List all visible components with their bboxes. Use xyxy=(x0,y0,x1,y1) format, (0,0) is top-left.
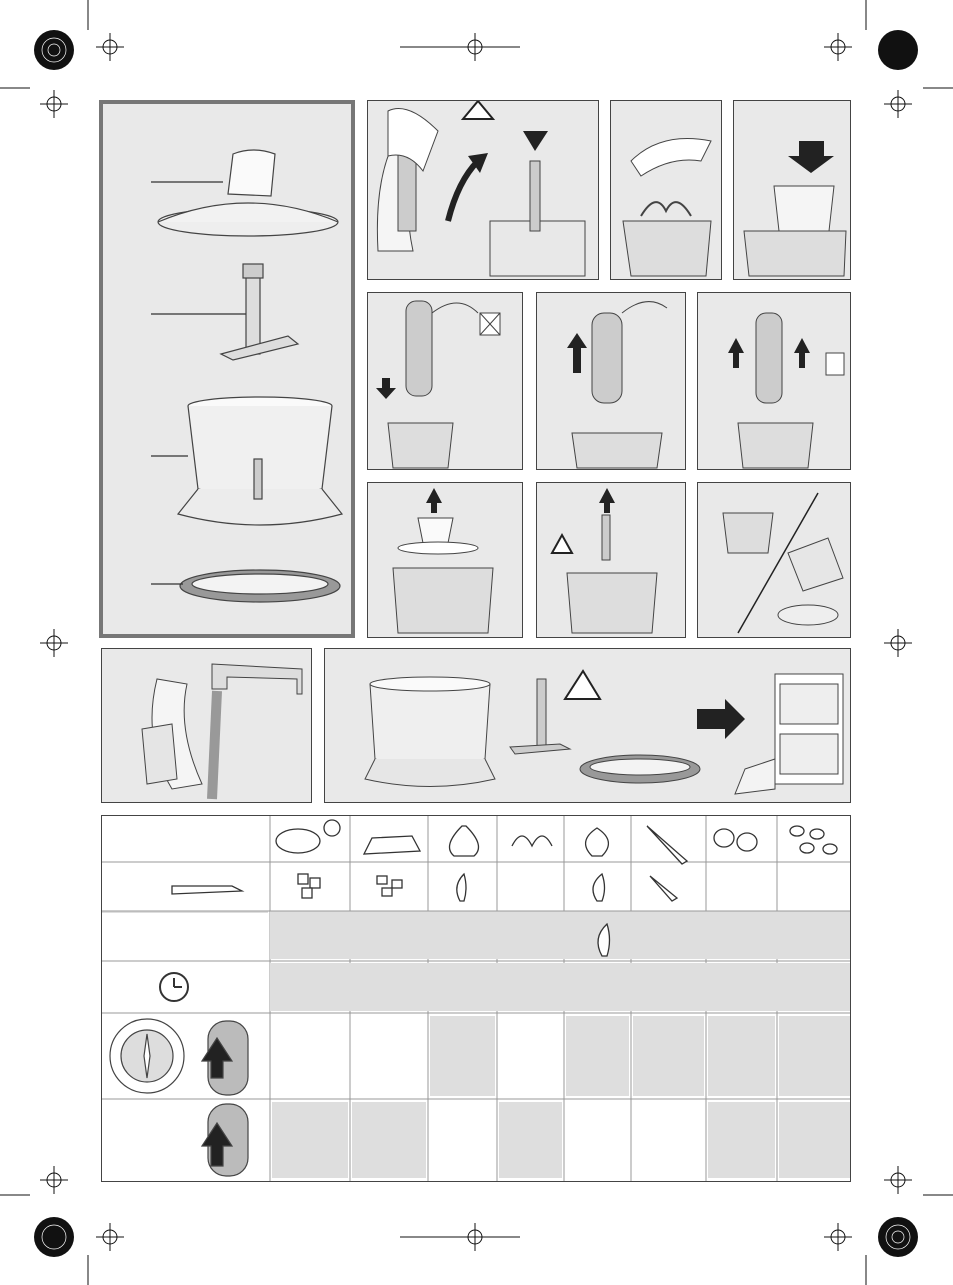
almonds-icon xyxy=(790,826,804,836)
warning-blade-icon xyxy=(565,671,600,699)
step-place-lid xyxy=(733,100,851,280)
cheese-icon xyxy=(364,836,420,854)
arrow-up-icon xyxy=(599,488,615,513)
plug-icon xyxy=(432,303,478,313)
arrow-right-icon xyxy=(697,699,745,739)
garlic-icon xyxy=(586,828,609,856)
chopping-table xyxy=(101,815,851,1182)
blade-icon xyxy=(602,515,610,560)
turbo-button-icon xyxy=(202,1104,248,1176)
cheese-pieces-icon xyxy=(377,876,387,884)
step-attach-motor xyxy=(367,292,523,470)
meat-icon xyxy=(276,829,320,853)
plug-icon xyxy=(622,302,667,313)
chopping-table-graphics xyxy=(102,816,850,1181)
parts-overview-panel xyxy=(99,100,355,638)
arrow-down-icon xyxy=(376,378,396,399)
arrow-up-icon xyxy=(426,488,442,513)
step-empty-bowl xyxy=(697,482,851,638)
arrow-up-icon xyxy=(728,338,744,368)
bowl-icon xyxy=(393,568,493,633)
motor-icon xyxy=(756,313,782,403)
walnuts-icon xyxy=(714,829,734,847)
carrot-pieces-icon xyxy=(650,876,677,901)
arrow-down-icon xyxy=(788,141,834,173)
speed-dial-icon xyxy=(110,1019,248,1095)
step-remove-blade xyxy=(536,482,686,638)
onion-piece-icon xyxy=(457,874,466,901)
garlic-clove-icon xyxy=(593,874,605,901)
step-fill-bowl xyxy=(610,100,722,280)
no-plug-icon xyxy=(826,353,844,375)
herbs-icon xyxy=(512,836,552,846)
step-dishwasher xyxy=(324,648,851,803)
blade-icon xyxy=(221,264,298,360)
warning-blade-icon xyxy=(463,101,493,119)
herbs-icon xyxy=(641,202,691,216)
plate-icon xyxy=(778,605,838,625)
cubes-icon xyxy=(298,874,308,884)
step-release-motor xyxy=(697,292,851,470)
anti-slip-base-icon xyxy=(180,570,340,602)
bowl-icon xyxy=(744,231,846,276)
bowl-icon xyxy=(370,684,490,767)
warning-blade-icon xyxy=(552,535,572,553)
bowl-icon xyxy=(723,513,773,553)
step-rinse-lid xyxy=(101,648,312,803)
carrot-icon xyxy=(647,826,687,864)
hand-icon xyxy=(631,139,711,177)
step-remove-blade-cover xyxy=(367,100,599,280)
step-press-switch xyxy=(536,292,686,470)
step-remove-lid xyxy=(367,482,523,638)
onion-icon xyxy=(450,826,479,856)
arrow-down-icon xyxy=(523,131,548,151)
lid-icon xyxy=(418,518,453,543)
lid-icon xyxy=(158,150,338,236)
bowl-icon xyxy=(178,397,342,525)
motor-icon xyxy=(592,313,622,403)
parts-illustration xyxy=(103,104,351,634)
lid-icon xyxy=(774,186,834,231)
knife-icon xyxy=(172,886,242,894)
arrow-up-icon xyxy=(567,333,587,373)
motor-icon xyxy=(406,301,432,396)
blade-icon xyxy=(537,679,546,749)
dishwasher-icon xyxy=(735,674,843,794)
bowl-icon xyxy=(623,221,711,276)
timer-icon xyxy=(160,973,188,1001)
faucet-icon xyxy=(212,664,302,694)
